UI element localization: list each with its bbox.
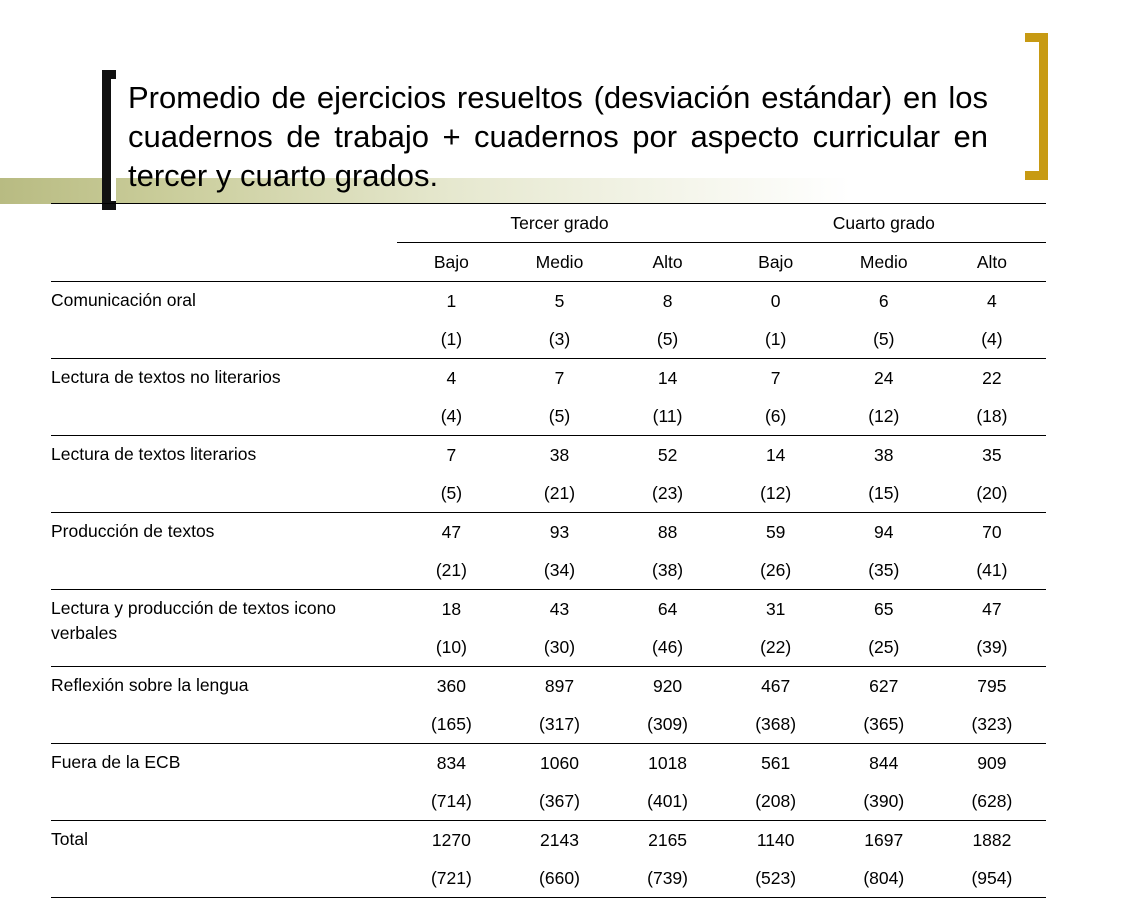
sd-cell: (368) (722, 705, 830, 744)
sd-cell: (25) (830, 628, 938, 667)
mean-cell: 1018 (648, 752, 688, 773)
sd-cell: (4) (397, 397, 505, 436)
mean-cell: 38 (874, 444, 894, 465)
mean-cell: 7 (770, 367, 781, 388)
mean-cell: 14 (765, 444, 786, 465)
row-label-cell (51, 359, 397, 436)
mean-cell: 1060 (540, 752, 579, 773)
row-label: Producción de textos (51, 521, 215, 541)
sd-cell: (15) (830, 474, 938, 513)
mean-cell: 834 (436, 752, 466, 773)
sd-cell: (365) (830, 705, 938, 744)
sd-cell: (309) (614, 705, 722, 744)
sd-cell: (317) (505, 705, 613, 744)
sd-cell: (5) (505, 397, 613, 436)
sd-cell: (367) (505, 782, 613, 821)
mean-cell: 844 (869, 752, 899, 773)
mean-cell: 897 (544, 675, 575, 696)
results-table (51, 203, 1046, 898)
group-header-cuarto-grado: Cuarto grado (722, 204, 1046, 243)
mean-cell: 93 (549, 521, 570, 542)
sd-cell: (21) (397, 551, 505, 590)
sd-cell: (390) (830, 782, 938, 821)
mean-cell: 1270 (431, 829, 471, 850)
mean-cell: 909 (977, 752, 1007, 773)
right-bracket-decoration (1025, 33, 1048, 180)
mean-cell: 59 (765, 521, 786, 542)
sd-cell: (4) (938, 320, 1046, 359)
sd-cell: (11) (614, 397, 722, 436)
mean-cell: 4 (446, 367, 457, 388)
mean-cell: 4 (987, 290, 997, 311)
sd-cell: (22) (722, 628, 830, 667)
sd-cell: (401) (614, 782, 722, 821)
table-row-mean (51, 590, 1046, 629)
mean-cell: 0 (770, 290, 781, 311)
sd-cell: (739) (614, 859, 722, 898)
sd-cell: (628) (938, 782, 1046, 821)
subheader-blank-cell (51, 243, 397, 282)
mean-cell: 38 (549, 444, 570, 465)
row-label-cell (51, 744, 397, 821)
mean-cell: 43 (549, 598, 570, 619)
group-header-tercer-grado: Tercer grado (397, 204, 721, 243)
sd-cell: (34) (505, 551, 613, 590)
sd-cell: (10) (397, 628, 505, 667)
sd-cell: (21) (505, 474, 613, 513)
table-row-mean (51, 744, 1046, 783)
mean-cell: 7 (554, 367, 565, 388)
sd-cell: (323) (938, 705, 1046, 744)
row-label-cell (51, 282, 397, 359)
mean-cell: 360 (436, 675, 466, 696)
subheader-cell: Alto (938, 243, 1046, 282)
subheader-cell: Medio (505, 243, 613, 282)
sd-cell: (30) (505, 628, 613, 667)
sd-cell: (1) (397, 320, 505, 359)
mean-cell: 52 (657, 444, 678, 465)
table-row-mean (51, 513, 1046, 552)
sd-cell: (38) (614, 551, 722, 590)
subheader-row (51, 243, 1046, 282)
mean-cell: 8 (662, 290, 673, 311)
row-label: Total (51, 829, 88, 849)
sd-cell: (5) (830, 320, 938, 359)
sd-cell: (20) (938, 474, 1046, 513)
mean-cell: 14 (657, 367, 678, 388)
mean-cell: 2143 (540, 829, 579, 850)
sd-cell: (954) (938, 859, 1046, 898)
sd-cell: (660) (505, 859, 613, 898)
mean-cell: 94 (874, 521, 894, 542)
mean-cell: 561 (761, 752, 791, 773)
table-row-mean (51, 821, 1046, 860)
mean-cell: 467 (761, 675, 791, 696)
mean-cell: 47 (441, 521, 462, 542)
mean-cell: 65 (874, 598, 894, 619)
table-row-mean (51, 282, 1046, 321)
mean-cell: 35 (982, 444, 1002, 465)
row-label: Reflexión sobre la lengua (51, 675, 249, 695)
sd-cell: (5) (397, 474, 505, 513)
mean-cell: 70 (982, 521, 1002, 542)
row-label: Lectura de textos no literarios (51, 367, 281, 387)
sd-cell: (3) (505, 320, 613, 359)
table-body (51, 282, 1046, 898)
mean-cell: 5 (554, 290, 565, 311)
mean-cell: 6 (878, 290, 889, 311)
sd-cell: (41) (938, 551, 1046, 590)
row-label-cell (51, 667, 397, 744)
row-label-cell (51, 513, 397, 590)
table-row-mean (51, 667, 1046, 706)
mean-cell: 88 (657, 521, 678, 542)
slide-title: Promedio de ejercicios resueltos (desviación estándar) en los cuadernos de trabajo + cuadernos por aspecto curricular en tercer y cuarto grados. (128, 80, 988, 193)
mean-cell: 18 (441, 598, 462, 619)
mean-cell: 47 (982, 598, 1002, 619)
row-label-cell (51, 821, 397, 898)
sd-cell: (35) (830, 551, 938, 590)
sd-cell: (39) (938, 628, 1046, 667)
sd-cell: (804) (830, 859, 938, 898)
mean-cell: 1697 (864, 829, 904, 850)
sd-cell: (18) (938, 397, 1046, 436)
mean-cell: 2165 (648, 829, 688, 850)
mean-cell: 920 (652, 675, 683, 696)
mean-cell: 795 (977, 675, 1007, 696)
sd-cell: (26) (722, 551, 830, 590)
left-bracket-decoration (102, 70, 116, 210)
mean-cell: 64 (657, 598, 678, 619)
subheader-cell: Bajo (397, 243, 505, 282)
sd-cell: (208) (722, 782, 830, 821)
mean-cell: 24 (874, 367, 894, 388)
sd-cell: (12) (722, 474, 830, 513)
mean-cell: 1882 (972, 829, 1012, 850)
header-blank-cell (51, 204, 397, 243)
mean-cell: 31 (765, 598, 786, 619)
sd-cell: (6) (722, 397, 830, 436)
sd-cell: (523) (722, 859, 830, 898)
row-label: Lectura y producción de textos icono verbales (51, 598, 337, 643)
row-label: Lectura de textos literarios (51, 444, 257, 464)
sd-cell: (23) (614, 474, 722, 513)
subheader-cell: Bajo (722, 243, 830, 282)
mean-cell: 1 (446, 290, 457, 311)
sd-cell: (165) (397, 705, 505, 744)
subheader-cell: Medio (830, 243, 938, 282)
row-label: Comunicación oral (51, 290, 196, 310)
mean-cell: 1140 (756, 829, 795, 850)
sd-cell: (46) (614, 628, 722, 667)
sd-cell: (721) (397, 859, 505, 898)
row-label-cell (51, 436, 397, 513)
mean-cell: 22 (982, 367, 1002, 388)
sd-cell: (714) (397, 782, 505, 821)
subheader-cell: Alto (614, 243, 722, 282)
sd-cell: (5) (614, 320, 722, 359)
mean-cell: 7 (446, 444, 457, 465)
mean-cell: 627 (869, 675, 899, 696)
group-header-row (51, 204, 1046, 243)
table-row-mean (51, 359, 1046, 398)
row-label: Fuera de la ECB (51, 752, 181, 772)
sd-cell: (1) (722, 320, 830, 359)
sd-cell: (12) (830, 397, 938, 436)
row-label-cell (51, 590, 397, 667)
table-row-mean (51, 436, 1046, 475)
